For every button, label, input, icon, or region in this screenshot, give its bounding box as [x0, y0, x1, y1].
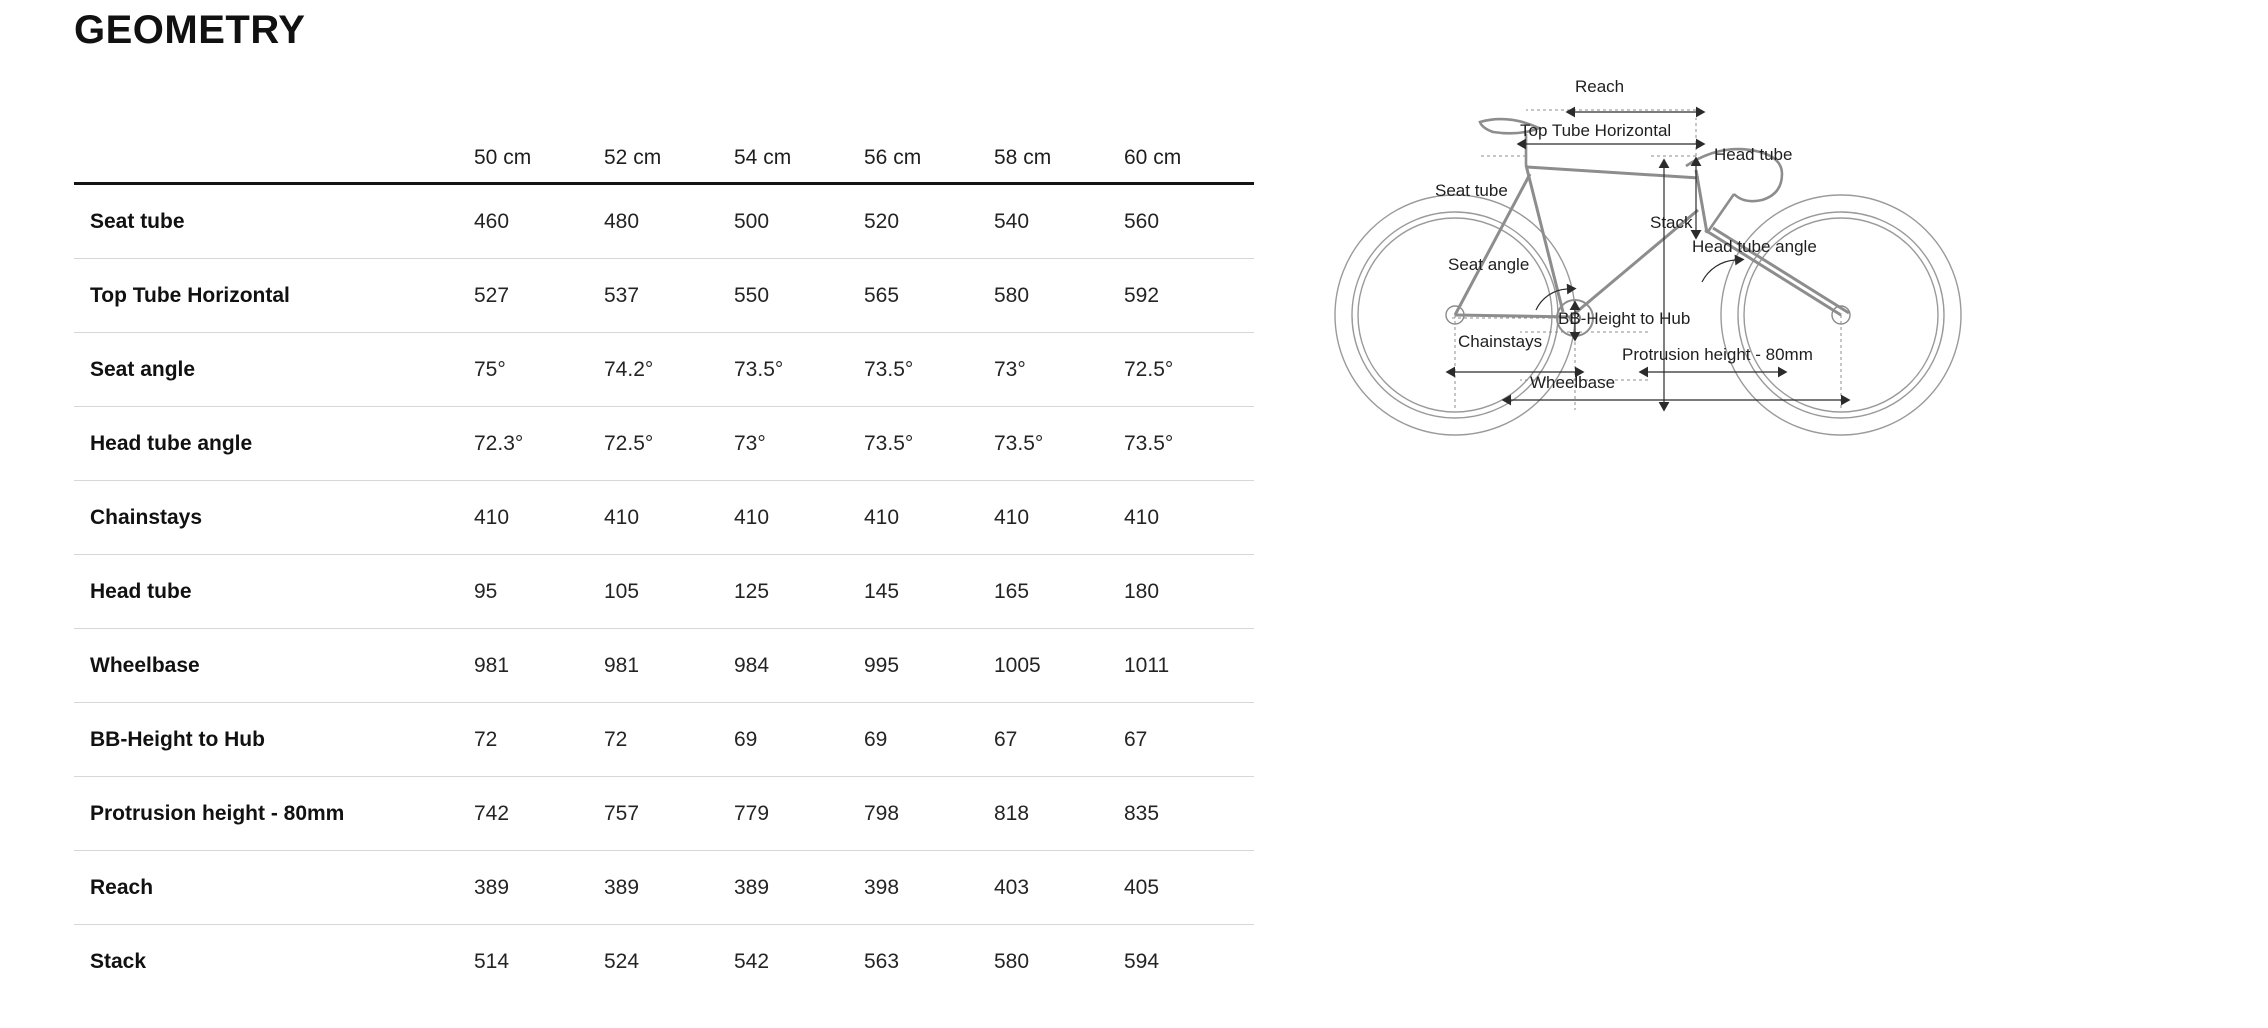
table-cell: 592: [1124, 283, 1160, 307]
table-cell: 73.5°: [994, 431, 1044, 455]
table-cell: 835: [1124, 801, 1160, 825]
table-cell: 540: [994, 209, 1030, 233]
table-cell: 73°: [994, 357, 1026, 381]
row-label: Head tube: [90, 579, 192, 603]
column-header-size-6: 60 cm: [1124, 146, 1182, 169]
table-row: [74, 703, 1254, 777]
table-cell: 410: [864, 505, 900, 529]
table-cell: 798: [864, 801, 900, 825]
table-cell: 73.5°: [1124, 431, 1174, 455]
table-cell: 742: [474, 801, 510, 825]
table-cell: 410: [734, 505, 770, 529]
table-row: [74, 925, 1254, 999]
row-label: Seat angle: [90, 357, 196, 381]
table-cell: 72.5°: [1124, 357, 1174, 381]
table-cell: 105: [604, 579, 640, 603]
table-cell: 984: [734, 653, 770, 677]
diagram-label-reach: Reach: [1575, 77, 1625, 96]
table-cell: 818: [994, 801, 1030, 825]
diagram-label-head-tube-angle: Head tube angle: [1692, 237, 1817, 256]
table-cell: 403: [994, 875, 1030, 899]
diagram-label-wheelbase: Wheelbase: [1530, 373, 1616, 392]
diagram-label-top-tube-horizontal: Top Tube Horizontal: [1520, 121, 1672, 140]
table-cell: 73°: [734, 431, 766, 455]
table-cell: 410: [1124, 505, 1160, 529]
column-header-size-2: 52 cm: [604, 146, 662, 169]
column-header-size-1: 50 cm: [474, 146, 532, 169]
table-row: [74, 777, 1254, 851]
table-corner-cell: [74, 118, 474, 184]
table-cell: 981: [474, 653, 510, 677]
table-cell: 67: [1124, 727, 1148, 751]
bicycle-geometry-diagram: [1330, 70, 2120, 580]
column-header-size-4: 56 cm: [864, 146, 922, 169]
diagram-label-bb-height-to-hub: BB-Height to Hub: [1558, 309, 1691, 328]
table-header: [74, 118, 1254, 184]
table-cell: 73.5°: [734, 357, 784, 381]
table-cell: 74.2°: [604, 357, 654, 381]
table-row: [74, 629, 1254, 703]
table-row: [74, 481, 1254, 555]
table-cell: 389: [734, 875, 770, 899]
table-cell: 580: [994, 283, 1030, 307]
table-cell: 779: [734, 801, 770, 825]
table-cell: 72.5°: [604, 431, 654, 455]
column-header-size-5: 58 cm: [994, 146, 1052, 169]
table-cell: 410: [604, 505, 640, 529]
diagram-label-protrusion-height: Protrusion height - 80mm: [1622, 345, 1813, 364]
table-cell: 180: [1124, 579, 1160, 603]
table-cell: 565: [864, 283, 900, 307]
vertical-dimension-arrows: [1664, 166, 1696, 402]
table-cell: 72.3°: [474, 431, 524, 455]
row-label: Seat tube: [90, 209, 185, 233]
table-cell: 550: [734, 283, 770, 307]
table-cell: 527: [474, 283, 510, 307]
table-cell: 410: [474, 505, 510, 529]
table-cell: 514: [474, 949, 510, 973]
table-row: [74, 555, 1254, 629]
table-body: [74, 184, 1254, 999]
table-cell: 594: [1124, 949, 1160, 973]
table-cell: 410: [994, 505, 1030, 529]
row-label: Protrusion height - 80mm: [90, 801, 345, 825]
table-cell: 500: [734, 209, 770, 233]
diagram-label-head-tube: Head tube: [1714, 145, 1793, 164]
table-cell: 125: [734, 579, 770, 603]
table-cell: 524: [604, 949, 640, 973]
table-cell: 981: [604, 653, 640, 677]
row-label: Reach: [90, 875, 154, 899]
table-row: [74, 851, 1254, 925]
diagram-label-chainstays: Chainstays: [1458, 332, 1543, 351]
table-row: [74, 259, 1254, 333]
table-row: [74, 184, 1254, 259]
table-cell: 69: [864, 727, 888, 751]
table-cell: 1011: [1124, 653, 1170, 677]
table-cell: 480: [604, 209, 640, 233]
table-cell: 95: [474, 579, 498, 603]
table-cell: 542: [734, 949, 770, 973]
geometry-table-wrap: [74, 118, 1254, 998]
table-cell: 995: [864, 653, 900, 677]
table-cell: 145: [864, 579, 900, 603]
table-cell: 73.5°: [864, 431, 914, 455]
table-cell: 389: [474, 875, 510, 899]
table-cell: 389: [604, 875, 640, 899]
table-row: [74, 333, 1254, 407]
table-cell: 69: [734, 727, 758, 751]
table-header-row: [74, 118, 1254, 184]
table-cell: 537: [604, 283, 640, 307]
row-label: Top Tube Horizontal: [90, 283, 290, 307]
row-label: BB-Height to Hub: [90, 727, 265, 751]
table-cell: 580: [994, 949, 1030, 973]
table-cell: 72: [474, 727, 498, 751]
geometry-table: [74, 118, 1254, 998]
diagram-label-seat-angle: Seat angle: [1448, 255, 1530, 274]
table-cell: 1005: [994, 653, 1041, 677]
page-title: GEOMETRY: [74, 8, 306, 52]
row-label: Head tube angle: [90, 431, 253, 455]
table-cell: 72: [604, 727, 628, 751]
table-row: [74, 407, 1254, 481]
row-label: Stack: [90, 949, 147, 973]
table-cell: 405: [1124, 875, 1160, 899]
column-header-size-3: 54 cm: [734, 146, 792, 169]
table-cell: 757: [604, 801, 640, 825]
table-cell: 460: [474, 209, 510, 233]
diagram-label-stack: Stack: [1650, 213, 1693, 232]
table-cell: 520: [864, 209, 900, 233]
diagram-label-seat-tube: Seat tube: [1435, 181, 1508, 200]
row-label: Chainstays: [90, 505, 203, 529]
table-cell: 75°: [474, 357, 506, 381]
table-cell: 73.5°: [864, 357, 914, 381]
table-cell: 560: [1124, 209, 1160, 233]
table-cell: 398: [864, 875, 900, 899]
table-cell: 563: [864, 949, 900, 973]
table-cell: 67: [994, 727, 1018, 751]
table-cell: 165: [994, 579, 1030, 603]
row-label: Wheelbase: [90, 653, 200, 677]
